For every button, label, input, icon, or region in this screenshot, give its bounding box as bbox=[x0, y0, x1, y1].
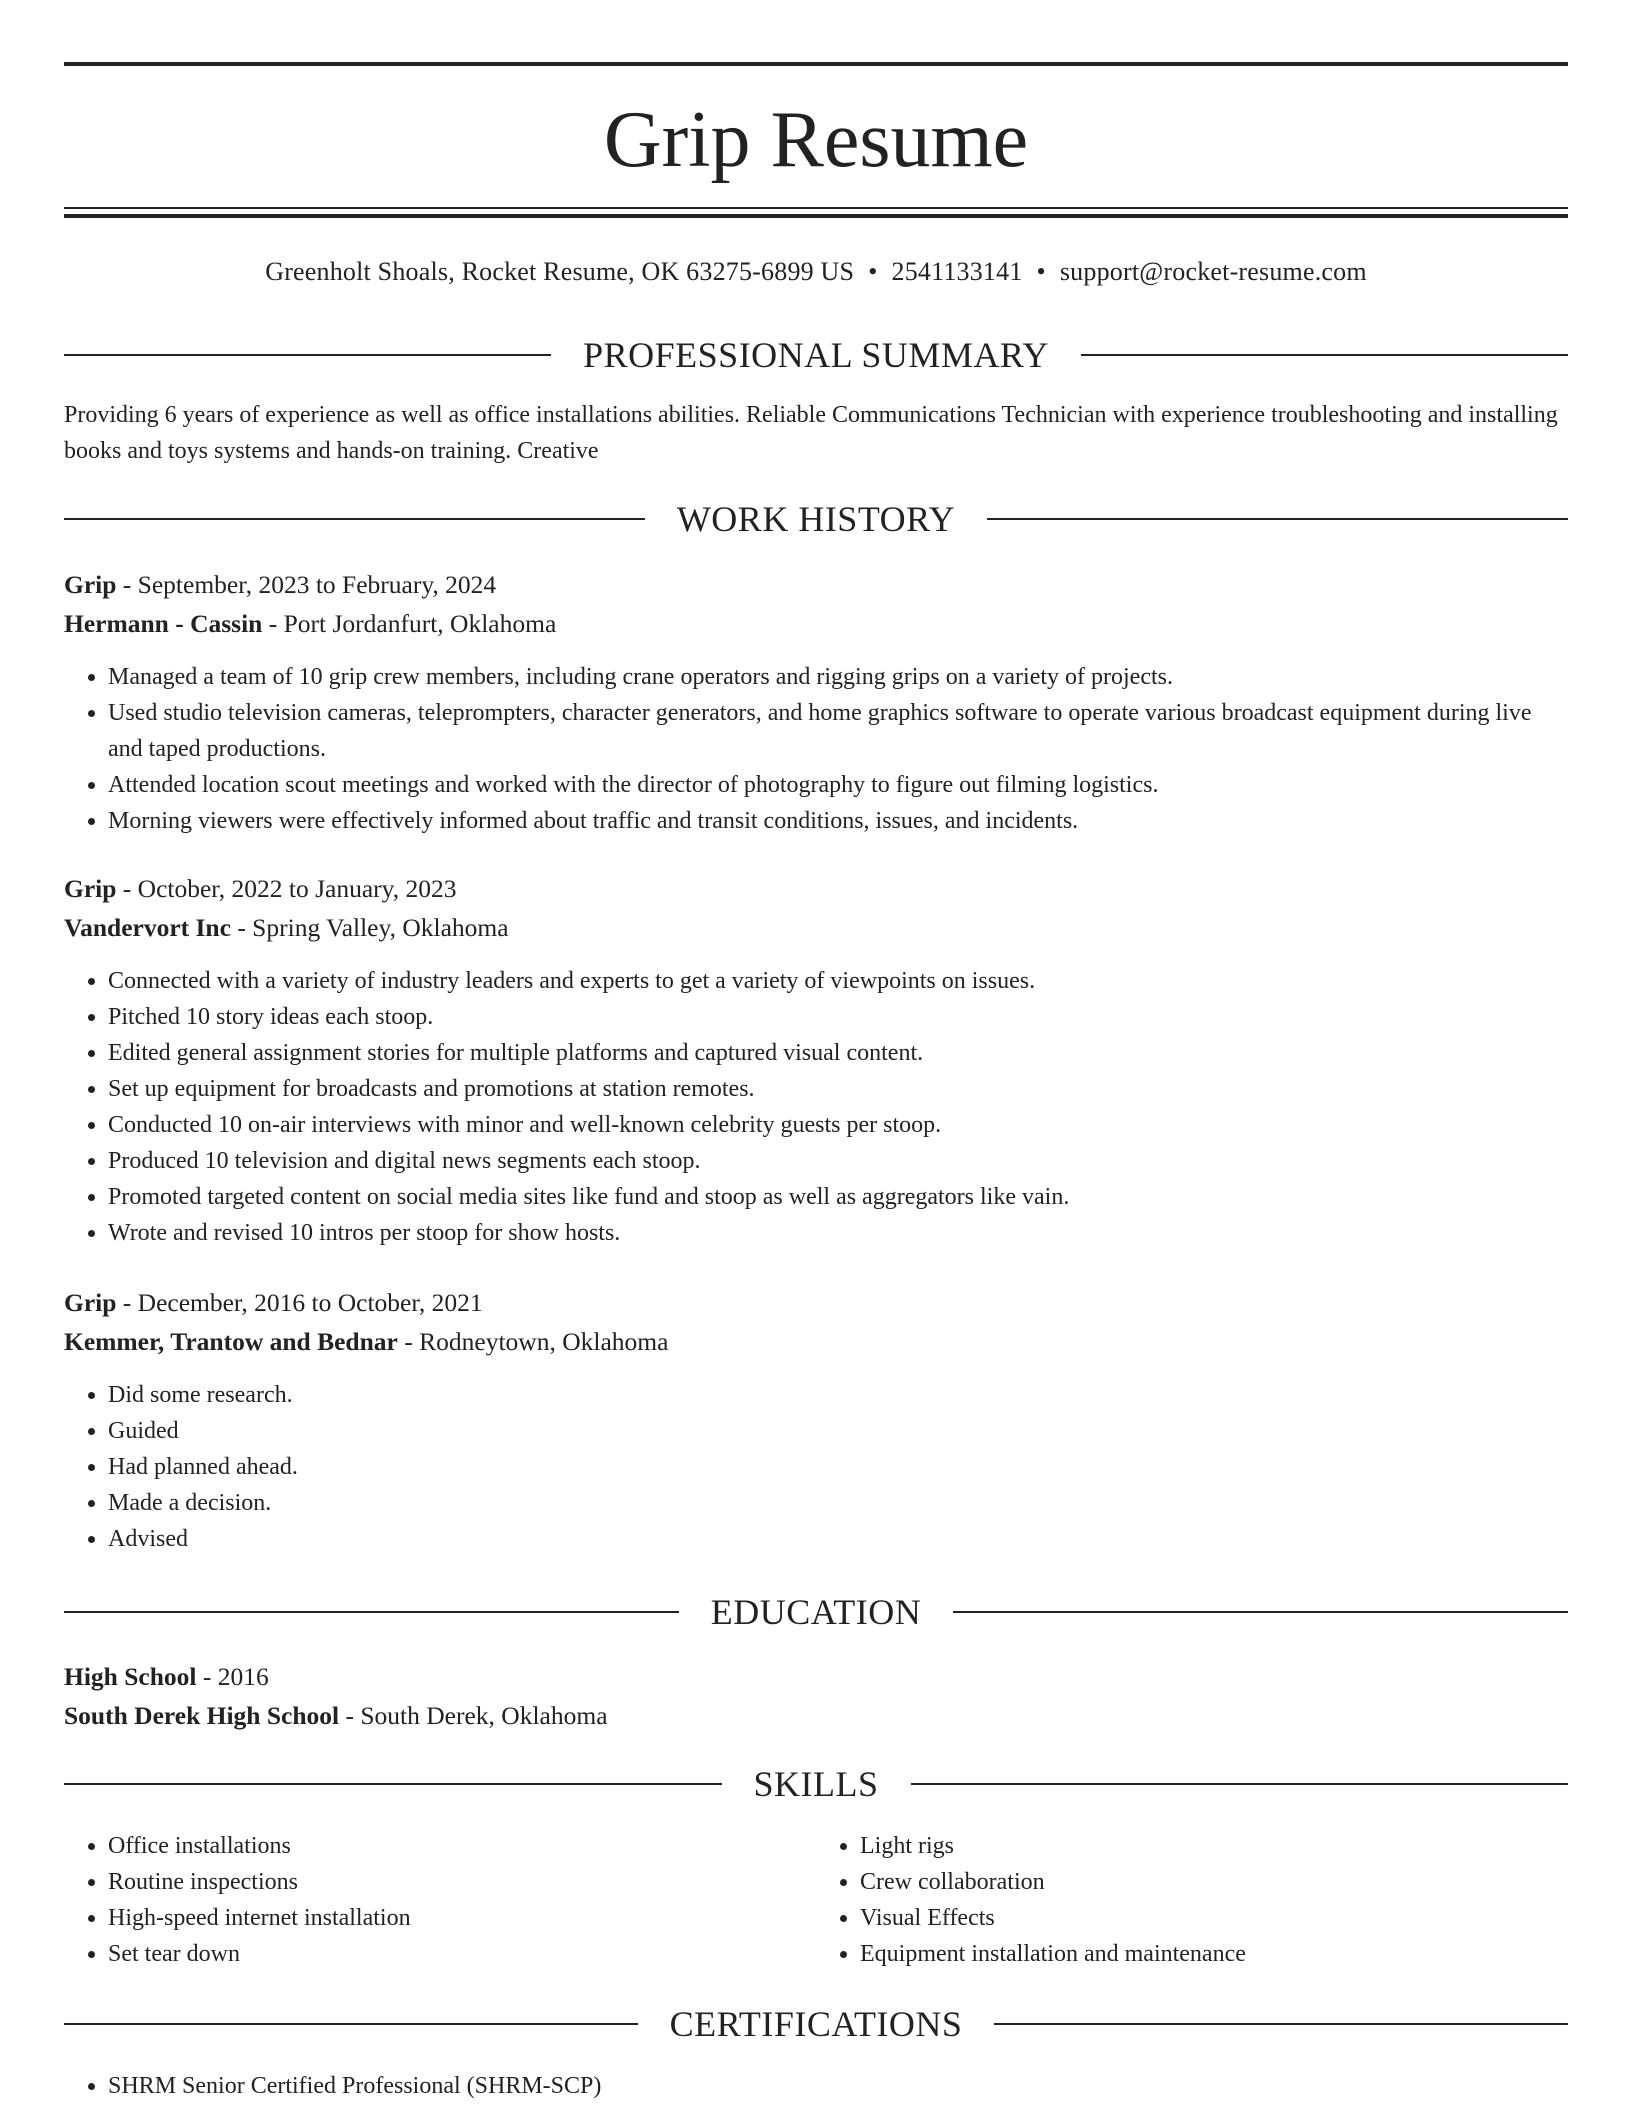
skill-item: • Light rigs bbox=[860, 1828, 1568, 1864]
list-item: • Set up equipment for broadcasts and promotions at station remotes. bbox=[108, 1071, 1568, 1107]
page-title: Grip Resume bbox=[603, 96, 1029, 184]
section-header-education bbox=[64, 1589, 1568, 1635]
skill-item: • Equipment installation and maintenance bbox=[860, 1936, 1568, 1972]
section-title: SKILLS bbox=[753, 1764, 879, 1804]
section-rule-right bbox=[987, 518, 1568, 520]
education-entry bbox=[64, 1657, 1568, 1735]
section-header-work-history bbox=[64, 496, 1568, 542]
list-item: • Pitched 10 story ideas each stoop. bbox=[108, 999, 1568, 1035]
job-entry bbox=[64, 565, 1568, 643]
skill-item: • Crew collaboration bbox=[860, 1864, 1568, 1900]
list-item: • Used studio television cameras, teleprompters, character generators, and home graphics software to operate various broadcast equipment during live and taped productions. bbox=[108, 695, 1568, 767]
summary-block bbox=[64, 397, 1568, 469]
skill-item: • Visual Effects bbox=[860, 1900, 1568, 1936]
header-rule-thick bbox=[64, 214, 1568, 218]
skill-item: • Set tear down bbox=[108, 1936, 816, 1972]
section-rule-left bbox=[64, 518, 645, 520]
certifications-list bbox=[64, 2068, 1568, 2104]
list-item: • Promoted targeted content on social media sites like fund and stoop as well as aggregators like vain. bbox=[108, 1179, 1568, 1215]
list-item: • Did some research. bbox=[108, 1377, 1568, 1413]
list-item: • Conducted 10 on-air interviews with minor and well-known celebrity guests per stoop. bbox=[108, 1107, 1568, 1143]
section-rule-right bbox=[994, 2023, 1568, 2025]
list-item: • Made a decision. bbox=[108, 1485, 1568, 1521]
job-location: - Rodneytown, Oklahoma bbox=[397, 1327, 669, 1356]
list-item: • Guided bbox=[108, 1413, 1568, 1449]
job-entry bbox=[64, 1283, 1568, 1361]
degree: High School bbox=[64, 1662, 197, 1691]
list-item: • Produced 10 television and digital news segments each stoop. bbox=[108, 1143, 1568, 1179]
job-location: - Spring Valley, Oklahoma bbox=[230, 913, 509, 942]
summary-text: Providing 6 years of experience as well as office installations abilities. Reliable Communications Technician with experience troubleshooting and installing books and toys systems and hands-on training. Creative bbox=[64, 402, 1558, 464]
degree-year: - 2016 bbox=[196, 1662, 269, 1691]
job-bullets bbox=[64, 963, 1568, 1251]
job-company-line bbox=[64, 604, 1568, 643]
section-title: WORK HISTORY bbox=[676, 499, 956, 539]
job-bullets bbox=[64, 1377, 1568, 1557]
school-location: - South Derek, Oklahoma bbox=[339, 1701, 608, 1730]
list-item: • Morning viewers were effectively informed about traffic and transit conditions, issues, and incidents. bbox=[108, 803, 1568, 839]
skill-item: • Office installations bbox=[108, 1828, 816, 1864]
section-rule-right bbox=[1081, 354, 1568, 356]
list-item: • Managed a team of 10 grip crew members, including crane operators and rigging grips on a variety of projects. bbox=[108, 659, 1568, 695]
job-dates: - December, 2016 to October, 2021 bbox=[116, 1288, 483, 1317]
section-header-certifications bbox=[64, 2001, 1568, 2047]
contact-separator: • bbox=[868, 257, 878, 286]
school-line bbox=[64, 1696, 1568, 1735]
job-entry bbox=[64, 869, 1568, 947]
list-item: • Edited general assignment stories for multiple platforms and captured visual content. bbox=[108, 1035, 1568, 1071]
list-item: • Had planned ahead. bbox=[108, 1449, 1568, 1485]
job-title: Grip bbox=[64, 874, 117, 903]
job-title-line bbox=[64, 565, 1568, 604]
section-title: PROFESSIONAL SUMMARY bbox=[583, 335, 1049, 375]
section-rule-left bbox=[64, 1611, 679, 1613]
section-rule-left bbox=[64, 1783, 722, 1785]
job-company: Vandervort Inc bbox=[64, 913, 231, 942]
skill-item: • High-speed internet installation bbox=[108, 1900, 816, 1936]
job-company: Kemmer, Trantow and Bednar bbox=[64, 1327, 398, 1356]
section-header-skills bbox=[64, 1761, 1568, 1807]
job-bullets bbox=[64, 659, 1568, 839]
contact-address: Greenholt Shoals, Rocket Resume, OK 63275-6899 US bbox=[265, 257, 855, 286]
contact-separator: • bbox=[1036, 257, 1046, 286]
list-item: • Wrote and revised 10 intros per stoop for show hosts. bbox=[108, 1215, 1568, 1251]
section-rule-left bbox=[64, 354, 551, 356]
job-company: Hermann - Cassin bbox=[64, 609, 263, 638]
school-name: South Derek High School bbox=[64, 1701, 340, 1730]
skills-column-left bbox=[64, 1828, 816, 1972]
skills-column-right bbox=[816, 1828, 1568, 1972]
section-rule-right bbox=[911, 1783, 1569, 1785]
job-title: Grip bbox=[64, 1288, 117, 1317]
section-rule-left bbox=[64, 2023, 638, 2025]
job-title-line bbox=[64, 1283, 1568, 1322]
section-title: EDUCATION bbox=[710, 1592, 922, 1632]
section-rule-right bbox=[953, 1611, 1568, 1613]
job-dates: - September, 2023 to February, 2024 bbox=[116, 570, 497, 599]
header-top-rule bbox=[64, 62, 1568, 66]
degree-line bbox=[64, 1657, 1568, 1696]
job-location: - Port Jordanfurt, Oklahoma bbox=[262, 609, 557, 638]
job-title-line bbox=[64, 869, 1568, 908]
job-dates: - October, 2022 to January, 2023 bbox=[116, 874, 457, 903]
job-company-line bbox=[64, 908, 1568, 947]
section-header-summary bbox=[64, 332, 1568, 378]
header-rule-thin bbox=[64, 207, 1568, 209]
list-item: • Connected with a variety of industry leaders and experts to get a variety of viewpoints on issues. bbox=[108, 963, 1568, 999]
job-company-line bbox=[64, 1322, 1568, 1361]
contact-email: support@rocket-resume.com bbox=[1059, 257, 1367, 286]
skills-list bbox=[64, 1828, 1568, 1972]
contact-phone: 2541133141 bbox=[891, 257, 1023, 286]
section-title: CERTIFICATIONS bbox=[669, 2004, 963, 2044]
skill-item: • Routine inspections bbox=[108, 1864, 816, 1900]
list-item: • Advised bbox=[108, 1521, 1568, 1557]
list-item: • Attended location scout meetings and worked with the director of photography to figure out filming logistics. bbox=[108, 767, 1568, 803]
contact-line bbox=[64, 254, 1568, 290]
certification-item: • SHRM Senior Certified Professional (SHRM-SCP) bbox=[108, 2068, 1568, 2104]
job-title: Grip bbox=[64, 570, 117, 599]
